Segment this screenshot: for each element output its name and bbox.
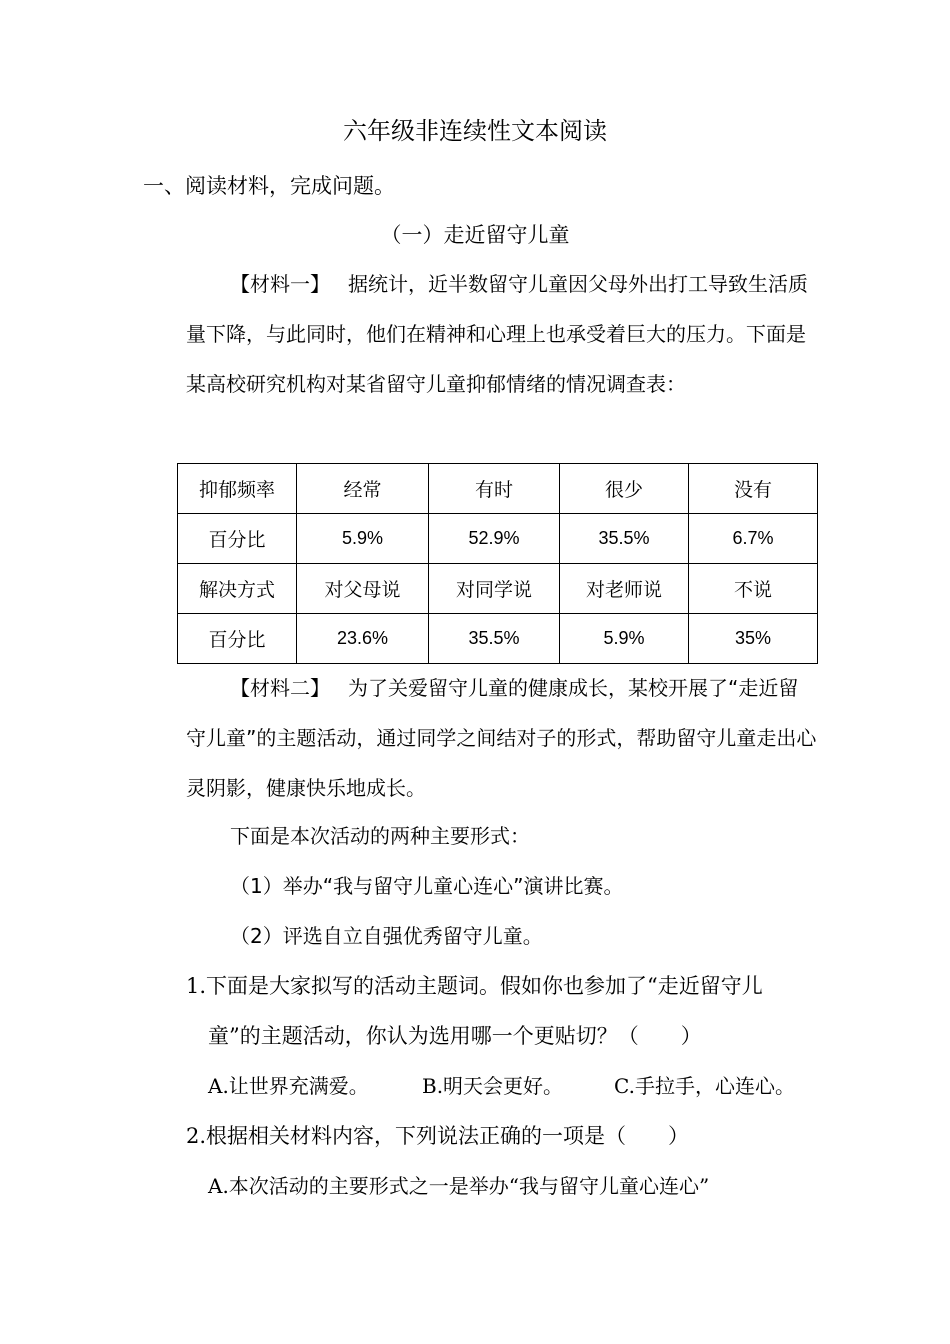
table-cell: 对同学说: [429, 564, 560, 614]
table-cell: 百分比: [178, 514, 297, 564]
table-cell: 抑郁频率: [178, 464, 297, 514]
material-two-text: 为了关爱留守儿童的健康成长，某校开展了“走近留守儿童”的主题活动，通过同学之间结对子的形式，帮助留守儿童走出心灵阴影，健康快乐地成长。: [186, 676, 817, 800]
table-cell: 很少: [560, 464, 689, 514]
table-cell: 对父母说: [297, 564, 429, 614]
activity-item-2: （2）评选自立自强优秀留守儿童。: [230, 924, 543, 948]
question-1-line-1: 1.下面是大家拟写的活动主题词。假如你也参加了“走近留守儿: [186, 974, 763, 998]
table-cell: 6.7%: [689, 514, 818, 564]
survey-table: [177, 463, 818, 664]
activity-intro: 下面是本次活动的两种主要形式：: [230, 824, 530, 848]
table-cell: 对老师说: [560, 564, 689, 614]
question-2-line-1: 2.根据相关材料内容，下列说法正确的一项是（ ）: [186, 1124, 690, 1148]
activity-item-1: （1）举办“我与留守儿童心连心”演讲比赛。: [230, 874, 624, 898]
table-cell: 没有: [689, 464, 818, 514]
table-cell: 35.5%: [429, 614, 560, 664]
material-one-tag: 【材料一】: [230, 272, 330, 296]
question-1-option-b[interactable]: B.明天会更好。: [422, 1074, 564, 1098]
question-1-options: [208, 1069, 795, 1103]
material-one-text: 据统计，近半数留守儿童因父母外出打工导致生活质量下降，与此同时，他们在精神和心理上也承受着巨大的压力。下面是某高校研究机构对某省留守儿童抑郁情绪的情况调查表：: [186, 272, 808, 396]
table-cell: 不说: [689, 564, 818, 614]
question-1-line-2: 童”的主题活动，你认为选用哪一个更贴切？（ ）: [208, 1024, 702, 1048]
table-cell: 5.9%: [297, 514, 429, 564]
table-row: [178, 564, 818, 614]
question-1-option-a[interactable]: A.让世界充满爱。: [208, 1074, 369, 1098]
material-one-paragraph: [186, 259, 818, 409]
table-cell: 52.9%: [429, 514, 560, 564]
table-cell: 23.6%: [297, 614, 429, 664]
question-1-option-c[interactable]: C.手拉手，心连心。: [614, 1074, 795, 1098]
sub-title: （一）走近留守儿童: [380, 223, 570, 247]
table-cell: 解决方式: [178, 564, 297, 614]
material-two-paragraph: [186, 663, 818, 813]
table-cell: 35%: [689, 614, 818, 664]
material-two-tag: 【材料二】: [230, 676, 330, 700]
question-2-option-a[interactable]: A.本次活动的主要形式之一是举办“我与留守儿童心连心”: [208, 1174, 710, 1198]
page-title: 六年级非连续性文本阅读: [343, 117, 607, 145]
section-heading: 一、阅读材料，完成问题。: [143, 174, 395, 198]
table-row: [178, 514, 818, 564]
table-cell: 35.5%: [560, 514, 689, 564]
table-cell: 百分比: [178, 614, 297, 664]
table-cell: 有时: [429, 464, 560, 514]
table-row: [178, 464, 818, 514]
table-cell: 5.9%: [560, 614, 689, 664]
table-cell: 经常: [297, 464, 429, 514]
table-row: [178, 614, 818, 664]
